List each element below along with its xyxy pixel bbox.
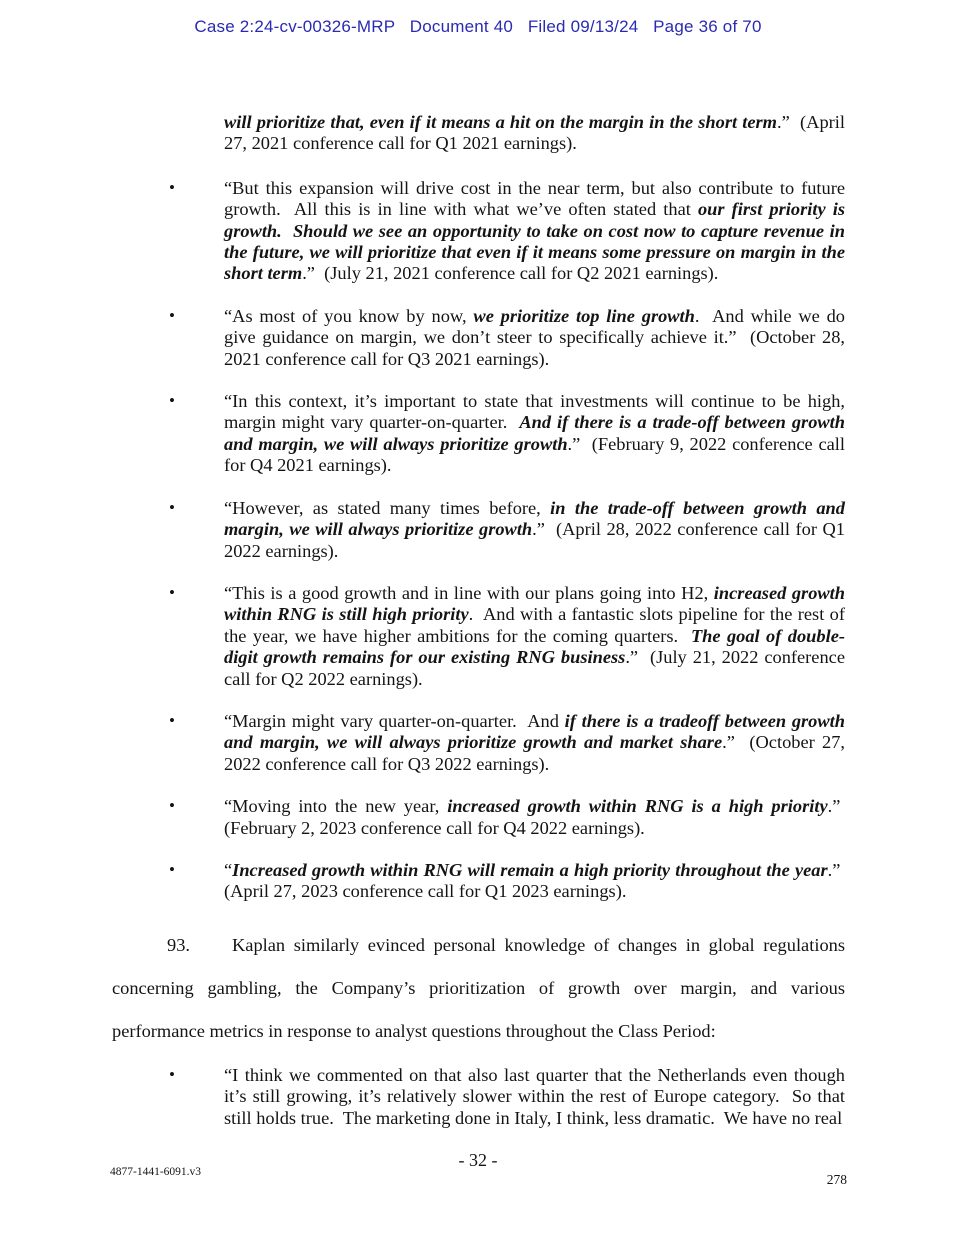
bullet-item: [112, 711, 845, 775]
bullet-item: [112, 498, 845, 562]
bullet-item: [112, 860, 845, 903]
bullet-icon: •: [169, 497, 175, 517]
continuation-paragraph: will prioritize that, even if it means a hit on the margin in the short term.” (April 27, 2021 conference call for Q1 2021 earnings).: [224, 112, 845, 154]
bullet-icon: •: [169, 305, 175, 325]
bullet-quote-text: “This is a good growth and in line with our plans going into H2, increased growth within RNG is still high priority. And with a fantastic slots pipeline for the rest of the year, we have higher ambitions for the coming quarters. The goal of double-digit growth remains for our existing RNG business.” (July 21, 2022 conference call for Q2 2022 earnings).: [224, 582, 846, 689]
bullet-item: [112, 796, 845, 839]
paragraph-93-text: Kaplan similarly evinced personal knowledge of changes in global regulations concerning gambling, the Company’s prioritization of growth over margin, and various performance metrics in response to analyst questions throughout the Class Period:: [112, 934, 845, 1041]
bullet-icon: •: [169, 859, 175, 879]
bullet-icon: •: [169, 177, 175, 197]
bullet-quote-text: “Margin might vary quarter-on-quarter. And if there is a tradeoff between growth and margin, we will always prioritize growth and market share.” (October 27, 2022 conference call for Q3 2022 earnings).: [224, 710, 845, 774]
bates-number: 278: [826, 1172, 847, 1187]
bullet-item: [112, 391, 845, 477]
bullet-item: [112, 1065, 845, 1129]
bullet-quote-text: “But this expansion will drive cost in the near term, but also contribute to future growth. All this is in line with what we’ve often stated that our first priority is growth. Should we see an opportunity to take on cost now to capture revenue in the future, we will prioritize that even if it means some pressure on margin in the short term.” (July 21, 2021 conference call for Q2 2021 earnings).: [224, 177, 845, 284]
quote-bullet-list: [112, 178, 845, 903]
bullet-icon: •: [169, 710, 175, 730]
bullet-quote-text: “In this context, it’s important to state that investments will continue to be high, margin might vary quarter-on-quarter. And if there is a trade-off between growth and margin, we will always prioritize growth.” (February 9, 2022 conference call for Q4 2021 earnings).: [224, 391, 845, 476]
bullet-quote-text: “However, as stated many times before, in the trade-off between growth and margin, we will always prioritize growth.” (April 28, 2022 conference call for Q1 2022 earnings).: [224, 497, 846, 561]
bullet-icon: •: [169, 582, 175, 602]
bullet-quote-text: “Increased growth within RNG will remain a high priority throughout the year.” (April 27, 2023 conference call for Q1 2023 earnings).: [224, 859, 845, 902]
case-header-stamp: Case 2:24-cv-00326-MRP Document 40 Filed 09/13/24 Page 36 of 70: [194, 17, 762, 36]
bullet-item: [112, 306, 845, 370]
bullet-icon: •: [169, 796, 175, 816]
page-number: - 32 -: [458, 1150, 498, 1170]
bullet-icon: •: [169, 1064, 175, 1084]
paragraph-number: 93.: [167, 934, 190, 955]
bullet-quote-text: “Moving into the new year, increased growth within RNG is a high priority.” (February 2, 2023 conference call for Q4 2022 earnings).: [224, 796, 845, 838]
document-body: [112, 112, 845, 1129]
document-id-footer: 4877-1441-6091.v3: [110, 1166, 202, 1178]
paragraph-93: [112, 924, 845, 1053]
bullet-quote-text: “As most of you know by now, we prioritize top line growth. And while we do give guidance on margin, we don’t steer to specifically achieve it.” (October 28, 2021 conference call for Q3 2021 earnings).: [224, 305, 846, 369]
bullet-item: [112, 583, 845, 690]
bullet-quote-text: “I think we commented on that also last quarter that the Netherlands even though it’s still growing, it’s relatively slower within the rest of Europe category. So that still holds true. The marketing done in Italy, I think, less dramatic. We have no real: [224, 1064, 845, 1128]
quote-bullet-list-after: [112, 1065, 845, 1129]
bullet-item: [112, 178, 845, 285]
bullet-icon: •: [169, 391, 175, 411]
